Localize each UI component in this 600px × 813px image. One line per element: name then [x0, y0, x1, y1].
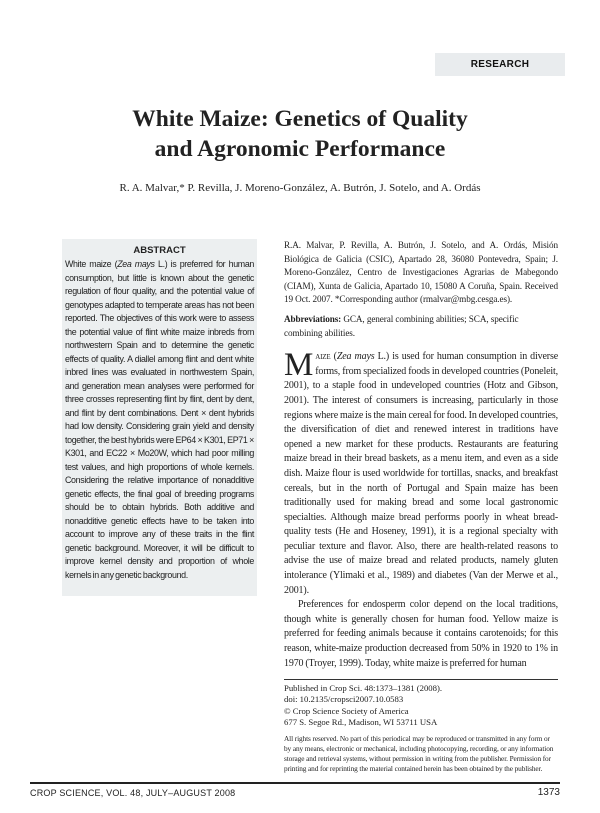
- divider: [284, 679, 558, 680]
- drop-cap: M: [284, 347, 314, 384]
- pub-line: © Crop Science Society of America: [284, 705, 409, 716]
- affiliation: R.A. Malvar, P. Revilla, A. Butrón, J. Sotelo, and A. Ordás, Misión Biológica de Galicia (CSIC), Apartado 28, 36080 Pontevedra, Spain; J. Moreno-González, Centro de Investigaciones Agrarias de Mabegondo (CIAM), Xunta de Galicia, Apartado 10, 15080 A Coruña, Spain. Received 19 Oct. 2007. *Corresponding author (rmalvar@mbg.cesga.es).: [284, 240, 558, 305]
- species-name: Zea mays: [336, 351, 375, 363]
- text-part: (: [330, 351, 337, 363]
- small-caps: aize: [315, 351, 331, 363]
- authors: R. A. Malvar,* P. Revilla, J. Moreno-González, A. Butrón, J. Sotelo, and A. Ordás: [119, 182, 481, 194]
- section-tag: RESEARCH: [435, 53, 565, 76]
- page-number: 1373: [537, 787, 560, 799]
- abbreviations-label: Abbreviations:: [284, 313, 342, 324]
- abstract-text: [65, 258, 254, 582]
- abstract-part: White maize (: [65, 259, 118, 269]
- paragraph: [284, 347, 559, 598]
- columns: [0, 239, 600, 774]
- title-line: White Maize: Genetics of Quality: [132, 106, 468, 132]
- right-column: [284, 239, 558, 774]
- body-text: [284, 347, 559, 671]
- pub-line: doi: 10.2135/cropsci2007.10.0583: [284, 694, 404, 705]
- paragraph: Preferences for endosperm color depend on the local traditions, though white is generally chosen for human food. Yellow maize is preferred for feeding animals because it contains carotenoids; for this reason, white-maize production decreased from 50% in 1920 to 1% in 1970 (Troyer, 1999). Today, white maize is preferred for human: [284, 599, 558, 669]
- pub-line: 677 S. Segoe Rd., Madison, WI 53711 USA: [284, 716, 438, 727]
- footer: [30, 782, 560, 813]
- abstract-heading: ABSTRACT: [133, 245, 186, 256]
- left-column: [62, 239, 257, 596]
- abstract-box: [62, 239, 257, 596]
- publication-info: [284, 683, 558, 728]
- abbreviations: [284, 313, 558, 340]
- footer-journal: CROP SCIENCE, VOL. 48, JULY–AUGUST 2008: [30, 788, 236, 799]
- article-title: [40, 104, 560, 164]
- tag-row: [0, 53, 600, 76]
- abbreviations-text: GCA, general combining abilities; SCA, specific combining abilities.: [284, 313, 519, 338]
- text-part: L.) is used for human consumption in diverse forms, from specialized foods in developed countries (Poneleit, 2001), to a staple food in undeveloped countries (Hotz and Gibson, 2001). The interest of consumers is increasing, particularly in those regions where maize is the main cereal for food. In developed countries, the diversification of diet and renewed interest in traditions have opened a new market for these products. Restaurants are featuring maize bread in their bread baskets, as a menu item, and even as a side dish. Maize flour is used worldwide for tortillas, snacks, and breakfast cereals, but in the north of Portugal and Spain maize has been traditionally used for making bread and some local gastronomic specialties. Although maize bread performs poorly in wheat bread-quality tests (He and Hoseney, 1991), it is a regional specialty with peculiar texture and flavor. Also, there are health-related reasons to advise the use of maize bread and related products, namely gluten intolerance (Ylimaki et al., 1989) and diabetes (Van der Merwe et al., 2001).: [284, 351, 559, 596]
- rights-notice: All rights reserved. No part of this periodical may be reproduced or transmitted in any form or by any means, electronic or mechanical, including photocopying, recording, or any information storage and retrieval systems, without permission in writing from the publisher. Permission for printing and for reprinting the material contained herein has been obtained by the publisher.: [284, 734, 554, 774]
- title-line: and Agronomic Performance: [154, 136, 446, 162]
- abstract-part: L.) is preferred for human consumption, but little is known about the genetic regulation of flour quality, and the potential value of genotypes adapted to temperate areas has not been reported. The objectives of this work were to assess the potential value of flint white maize inbreds from northwestern Spain and to determine the genetic effects of quality. A diallel among flint and dent white inbred lines was evaluated in northwestern Spain, and generation mean analyses were performed for three crosses representing flint by flint, dent by dent, and flint by dent combinations. Dent × dent hybrids had low density. Considering grain yield and density together, the best hybrids were EP64 × K301, EP71 × K301, and EC22 × Mo20W, which had poor milling test values, and high proportions of whole kernels. Considering the relative importance of nonadditive genetic effects, the final goal of breeding programs should be to obtain hybrids. Both additive and nonadditive genetic effects have to be taken into account to improve any of these traits in the flint genetic background. Moreover, it will be difficult to improve kernel density and proportion of whole kernels in any genetic background.: [65, 259, 255, 580]
- species-name: Zea mays: [117, 259, 155, 269]
- pub-line: Published in Crop Sci. 48:1373–1381 (2008).: [284, 683, 443, 694]
